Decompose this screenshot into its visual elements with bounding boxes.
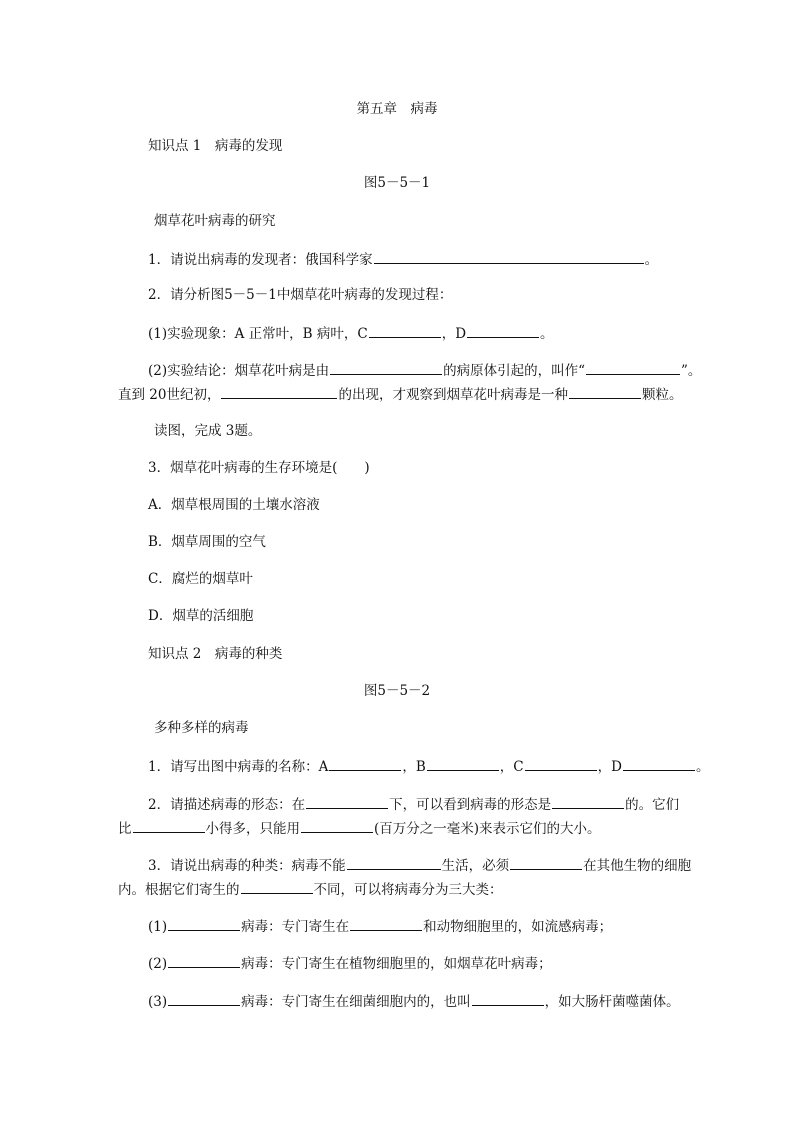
answer-blank (510, 855, 582, 870)
virus-type-1: (1) 病毒：专门寄生在 和动物细胞里的，如流感病毒； (148, 916, 612, 936)
question-1-2-2: (2)实验结论：烟草花叶病是由 的病原体引起的，叫作“ ”。 (148, 360, 701, 380)
answer-blank (552, 794, 624, 809)
question-1-2-2-continued: 直到 20世纪初， 的出现，才观察到烟草花叶病毒是一种 颗粒。 (118, 384, 682, 404)
answer-blank (221, 384, 337, 399)
question-2-2-continued: 比 小得多，只能用 (百万分之一毫米)来表示它们的大小。 (118, 818, 601, 838)
option-d: D．烟草的活细胞 (148, 608, 254, 624)
question-1-2-1: (1)实验现象：A 正常叶，B 病叶，C ，D 。 (148, 323, 554, 343)
answer-blank (241, 879, 313, 894)
section-heading-1: 知识点 1 病毒的发现 (148, 138, 283, 154)
page-title: 第五章 病毒 (356, 101, 438, 117)
answer-blank (427, 756, 499, 771)
answer-blank (168, 953, 240, 968)
question-2-2: 2．请描述病毒的形态：在 下，可以看到病毒的形态是 的。它们 (148, 794, 679, 814)
answer-blank (329, 756, 401, 771)
answer-blank (347, 855, 441, 870)
question-1-3: 3．烟草花叶病毒的生存环境是( ) (148, 460, 370, 476)
question-1-2: 2．请分析图5－5－1中烟草花叶病毒的发现过程： (148, 287, 453, 303)
answer-blank (369, 323, 441, 338)
section-heading-2: 知识点 2 病毒的种类 (148, 646, 283, 662)
answer-blank (330, 360, 442, 375)
question-2-3: 3．请说出病毒的种类：病毒不能 生活，必须 在其他生物的细胞 (148, 855, 691, 875)
answer-blank (133, 818, 205, 833)
answer-blank (586, 360, 680, 375)
answer-blank (525, 756, 597, 771)
answer-blank (569, 384, 641, 399)
virus-type-3: (3) 病毒：专门寄生在细菌细胞内的，也叫 ，如大肠杆菌噬菌体。 (148, 991, 680, 1011)
option-b: B．烟草周围的空气 (148, 534, 266, 550)
answer-blank (168, 991, 240, 1006)
answer-blank (472, 991, 544, 1006)
figure-label-1: 图5－5－1 (363, 175, 431, 191)
answer-blank (350, 916, 422, 931)
answer-blank (301, 818, 373, 833)
virus-type-2: (2) 病毒：专门寄生在植物细胞里的，如烟草花叶病毒； (148, 953, 552, 973)
answer-blank (168, 916, 240, 931)
question-text: 1．请说出病毒的发现者：俄国科学家 (148, 252, 373, 268)
read-instruction: 读图，完成 3题。 (154, 423, 262, 439)
question-2-3-continued: 内。根据它们寄生的 不同，可以将病毒分为三大类： (118, 879, 503, 899)
answer-blank (306, 794, 388, 809)
figure-caption-1: 烟草花叶病毒的研究 (154, 213, 276, 229)
figure-label-2: 图5－5－2 (363, 683, 431, 699)
option-a: A．烟草根周围的土壤水溶液 (148, 497, 320, 513)
answer-blank (623, 756, 695, 771)
question-1-1: 1．请说出病毒的发现者：俄国科学家 。 (148, 249, 658, 269)
answer-blank (374, 249, 644, 264)
figure-caption-2: 多种多样的病毒 (154, 720, 249, 736)
question-2-1: 1．请写出图中病毒的名称：A ，B ，C ，D 。 (148, 756, 709, 776)
option-c: C．腐烂的烟草叶 (148, 571, 253, 587)
answer-blank (467, 323, 539, 338)
